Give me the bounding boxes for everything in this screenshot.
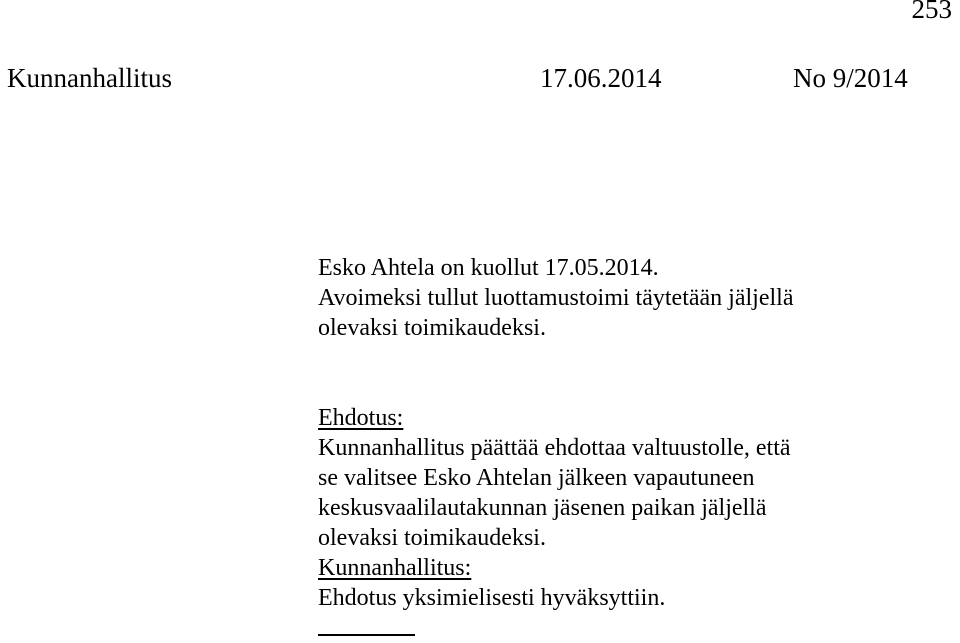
intro-line: Esko Ahtela on kuollut 17.05.2014. [318,255,659,281]
header-body-name: Kunnanhallitus [7,63,172,93]
decision-text: Ehdotus yksimielisesti hyväksyttiin. [318,585,666,611]
decision-heading: Kunnanhallitus: [318,555,472,581]
header-date: 17.06.2014 [540,63,662,93]
intro-line: Avoimeksi tullut luottamustoimi täytetään jäljellä [318,285,794,311]
page-number: 253 [911,0,952,24]
intro-line: olevaksi toimikaudeksi. [318,315,546,341]
proposal-line: se valitsee Esko Ahtelan jälkeen vapautuneen [318,465,755,491]
header-meeting-number: No 9/2014 [793,63,908,93]
proposal-section [318,403,793,553]
intro-paragraph [318,253,793,343]
proposal-line: Kunnanhallitus päättää ehdottaa valtuustolle, että [318,435,791,461]
proposal-line: olevaksi toimikaudeksi. [318,525,546,551]
document-body [318,253,793,613]
proposal-line: keskusvaalilautakunnan jäsenen paikan jäljellä [318,495,767,521]
decision-section [318,553,793,613]
closing-rule [318,634,415,636]
paragraph-gap [318,343,793,403]
proposal-heading: Ehdotus: [318,405,404,431]
